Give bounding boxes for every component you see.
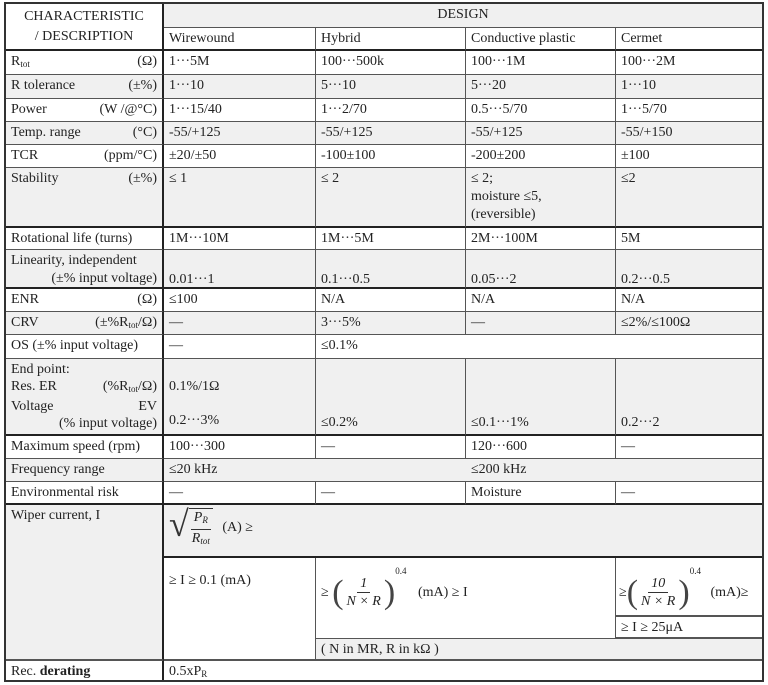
row-label-enr (6, 289, 164, 312)
temp-wirewound: -55/+125 (164, 122, 316, 145)
rotlife-cermet: 5M (616, 228, 762, 250)
temp-conductive-plastic: -55/+125 (466, 122, 616, 145)
rtol-unit: (±%) (128, 78, 157, 93)
maxspeed-wirewound: 100···300 (164, 436, 316, 459)
stability-hybrid: ≤ 2 (316, 168, 466, 228)
linearity-hybrid: 0.1···0.5 (316, 250, 466, 289)
power-label: Power (11, 102, 47, 117)
row-label-stability (6, 168, 164, 228)
header-characteristic-label: CHARACTERISTIC (24, 9, 144, 24)
envrisk-wirewound: — (164, 482, 316, 505)
header-description-label: / DESCRIPTION (34, 29, 134, 44)
rtol-wirewound: 1···10 (164, 75, 316, 99)
power-wirewound: 1···15/40 (164, 99, 316, 122)
row-label-tcr (6, 145, 164, 168)
cermet-den: N × R (641, 594, 676, 610)
crv-unit-sub: tot (128, 320, 139, 330)
header-divider (6, 28, 164, 51)
enr-label: ENR (11, 292, 39, 307)
hybrid-cp-fraction (344, 575, 384, 610)
sqrt-suffix: (A) ≥ (222, 519, 253, 535)
tcr-cermet: ±100 (616, 145, 762, 168)
hybrid-cp-den: N × R (346, 594, 381, 610)
cermet-num: 10 (648, 575, 668, 593)
row-label-temp (6, 122, 164, 145)
endpoint-er-unit-sub: tot (128, 384, 139, 394)
rtol-conductive-plastic: 5···20 (466, 75, 616, 99)
endpoint-label-3 (11, 398, 157, 415)
linearity-cermet: 0.2···0.5 (616, 250, 762, 289)
tcr-label: TCR (11, 148, 39, 163)
endpoint-label-1: End point: (11, 362, 70, 377)
wiper-sqrt-formula (164, 505, 762, 558)
rtot-conductive-plastic: 100···1M (466, 51, 616, 75)
sqrt-den-sub: tot (200, 536, 210, 546)
wiper-hybrid-cp-formula (316, 558, 616, 638)
endpoint-conductive-plastic: ≤0.1···1% (466, 359, 616, 436)
sqrt-den (189, 530, 213, 550)
sqrt-fraction (189, 509, 213, 550)
power-cermet: 1···5/70 (616, 99, 762, 122)
crv-conductive-plastic: — (466, 312, 616, 335)
crv-wirewound: — (164, 312, 316, 335)
row-label-endpoint (6, 359, 164, 436)
endpoint-cermet: 0.2···2 (616, 359, 762, 436)
rtot-wirewound: 1···5M (164, 51, 316, 75)
rtol-label: R tolerance (11, 78, 76, 93)
endpoint-label-2 (11, 378, 157, 398)
envrisk-conductive-plastic: Moisture (466, 482, 616, 505)
close-paren-icon: ) (383, 573, 396, 611)
power-hybrid: 1···2/70 (316, 99, 466, 122)
stability-cp-line2: moisture ≤5, (471, 189, 542, 204)
derating-value-sub: R (201, 669, 208, 679)
crv-unit-post: /Ω) (138, 315, 157, 330)
tcr-wirewound: ±20/±50 (164, 145, 316, 168)
rtot-label: R (11, 54, 21, 69)
row-label-wiper: Wiper current, I (6, 505, 164, 660)
sqrt-body (189, 508, 213, 550)
endpoint-wirewound (164, 359, 316, 436)
hybrid-cp-prefix: ≥ (321, 584, 329, 600)
stability-conductive-plastic (466, 168, 616, 228)
enr-conductive-plastic: N/A (466, 289, 616, 312)
power-unit: (W /@°C) (99, 102, 157, 117)
rtot-hybrid: 100···500k (316, 51, 466, 75)
stability-label: Stability (11, 171, 59, 186)
envrisk-hybrid: — (316, 482, 466, 505)
crv-hybrid: 3···5% (316, 312, 466, 335)
cermet-exponent: 0.4 (689, 566, 701, 576)
derating-value-text: 0.5xP (169, 664, 202, 679)
linearity-label-2: (±% input voltage) (51, 271, 157, 286)
endpoint-wirewound-ev: 0.2···3% (169, 413, 220, 428)
rtot-label-sub: tot (20, 59, 30, 69)
crv-cermet: ≤2%/≤100Ω (616, 312, 762, 335)
rotlife-conductive-plastic: 2M···100M (466, 228, 616, 250)
crv-label: CRV (11, 315, 39, 330)
header-design: DESIGN (164, 4, 762, 28)
sqrt-num-sub: R (202, 515, 208, 525)
linearity-wirewound: 0.01···1 (164, 250, 316, 289)
stability-cp-line1: ≤ 2; (471, 171, 494, 186)
rtol-hybrid: 5···10 (316, 75, 466, 99)
temp-unit: (°C) (132, 125, 157, 140)
os-others: ≤0.1% (316, 335, 762, 359)
endpoint-er-unit-pre: (%R (102, 379, 129, 394)
rtot-cermet: 100···2M (616, 51, 762, 75)
cermet-prefix: ≥ (619, 584, 627, 600)
derating-label-pre: Rec. (11, 664, 40, 679)
rotlife-hybrid: 1M···5M (316, 228, 466, 250)
row-label-rotlife: Rotational life (turns) (6, 228, 164, 250)
freq-wirewound-hybrid: ≤20 kHz (164, 459, 466, 482)
wiper-note: ( N in MR, R in kΩ ) (316, 638, 762, 660)
open-paren-icon: ( (626, 573, 639, 611)
os-wirewound: — (164, 335, 316, 359)
wiper-cermet-formula (616, 558, 762, 616)
freq-cp-cermet: ≤200 kHz (466, 459, 762, 482)
stability-unit: (±%) (128, 171, 157, 186)
sqrt-symbol (169, 505, 213, 550)
radical-icon: √ (169, 504, 189, 544)
row-label-derating (6, 660, 164, 680)
sqrt-den-text: R (191, 531, 201, 546)
enr-cermet: N/A (616, 289, 762, 312)
wiper-cermet-min: ≥ I ≥ 25μA (616, 616, 762, 638)
tcr-conductive-plastic: -200±200 (466, 145, 616, 168)
stability-cermet: ≤2 (616, 168, 762, 228)
endpoint-ev: EV (138, 399, 157, 414)
row-label-rtot (6, 51, 164, 75)
power-conductive-plastic: 0.5···5/70 (466, 99, 616, 122)
envrisk-cermet: — (616, 482, 762, 505)
rtot-unit: (Ω) (137, 54, 157, 69)
potentiometer-comparison-table (4, 2, 764, 682)
temp-cermet: -55/+150 (616, 122, 762, 145)
cermet-suffix: (mA)≥ (710, 584, 749, 600)
open-paren-icon: ( (332, 573, 344, 611)
col-header-wirewound: Wirewound (164, 28, 316, 51)
col-header-conductive-plastic: Conductive plastic (466, 28, 616, 51)
col-header-cermet: Cermet (616, 28, 762, 51)
sqrt-num-text: P (193, 510, 203, 525)
row-label-power (6, 99, 164, 122)
tcr-unit: (ppm/°C) (103, 148, 157, 163)
endpoint-voltage: Voltage (11, 399, 54, 414)
row-label-rtol (6, 75, 164, 99)
temp-label: Temp. range (11, 125, 81, 140)
derating-value (164, 660, 762, 680)
row-label-maxspeed: Maximum speed (rpm) (6, 436, 164, 459)
enr-wirewound: ≤100 (164, 289, 316, 312)
row-label-linearity (6, 250, 164, 289)
rtol-cermet: 1···10 (616, 75, 762, 99)
rotlife-wirewound: 1M···10M (164, 228, 316, 250)
row-label-os: OS (±% input voltage) (6, 335, 164, 359)
endpoint-wirewound-er: 0.1%/1Ω (169, 379, 220, 394)
col-header-hybrid: Hybrid (316, 28, 466, 51)
sqrt-num (191, 509, 211, 530)
linearity-conductive-plastic: 0.05···2 (466, 250, 616, 289)
endpoint-er-unit-post: /Ω) (138, 379, 157, 394)
stability-wirewound: ≤ 1 (164, 168, 316, 228)
endpoint-hybrid: ≤0.2% (316, 359, 466, 436)
crv-unit-pre: (±%R (95, 315, 129, 330)
maxspeed-conductive-plastic: 120···600 (466, 436, 616, 459)
hybrid-cp-suffix: (mA) ≥ I (417, 584, 468, 600)
hybrid-cp-exponent: 0.4 (395, 566, 407, 576)
crv-unit (95, 314, 157, 332)
enr-hybrid: N/A (316, 289, 466, 312)
hybrid-cp-num: 1 (357, 575, 370, 593)
temp-hybrid: -55/+125 (316, 122, 466, 145)
tcr-hybrid: -100±100 (316, 145, 466, 168)
linearity-label-1: Linearity, independent (11, 253, 137, 268)
endpoint-res-er: Res. ER (11, 379, 57, 394)
row-label-crv (6, 312, 164, 335)
close-paren-icon: ) (678, 573, 690, 611)
cermet-fraction (638, 575, 678, 610)
wiper-wirewound: ≥ I ≥ 0.1 (mA) (164, 558, 316, 660)
derating-label-bold: derating (39, 664, 91, 679)
maxspeed-hybrid: — (316, 436, 466, 459)
maxspeed-cermet: — (616, 436, 762, 459)
enr-unit: (Ω) (137, 292, 157, 307)
endpoint-label-4: (% input voltage) (59, 416, 157, 431)
row-label-freq: Frequency range (6, 459, 164, 482)
row-label-envrisk: Environmental risk (6, 482, 164, 505)
stability-cp-line3: (reversible) (471, 207, 536, 222)
